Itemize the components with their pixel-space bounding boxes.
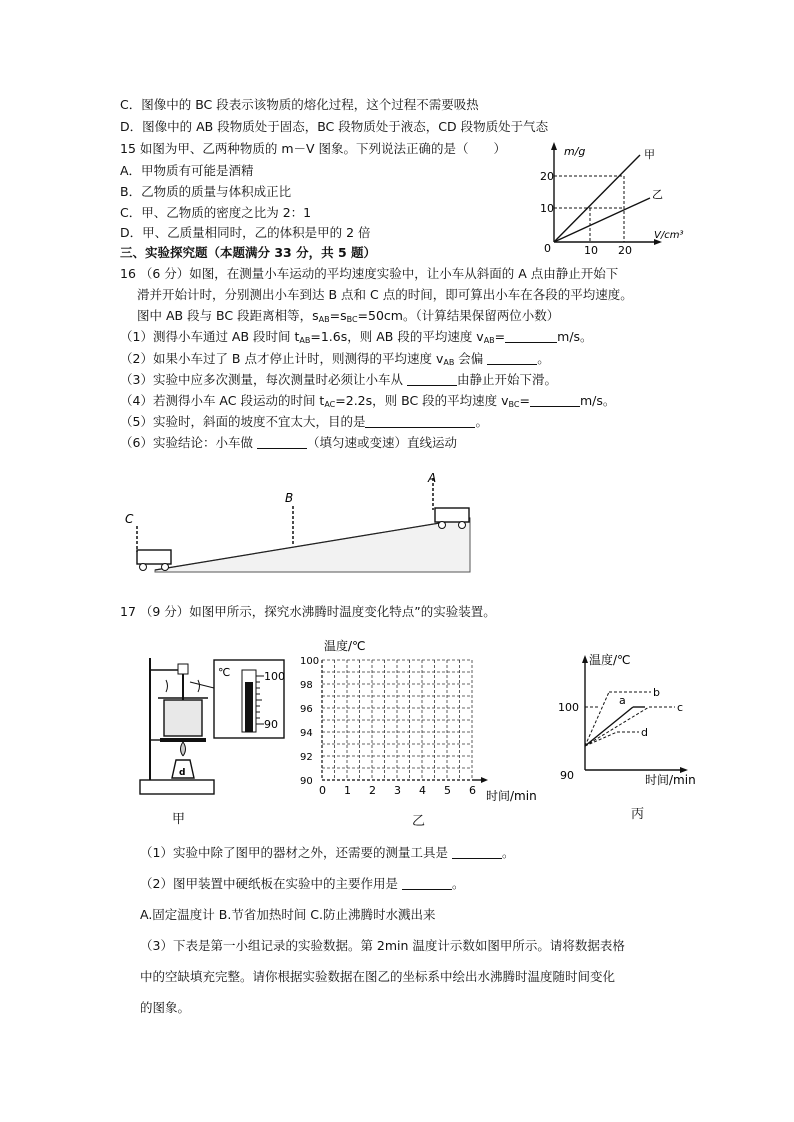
line-b-rise [585, 692, 609, 746]
bing-label-d: d [641, 726, 648, 739]
q17-part-2: （2）图甲装置中硬纸板在实验中的主要作用是 。 [140, 876, 465, 891]
mv-ytick-10: 10 [540, 202, 554, 215]
q16-stem-2: 滑并开始计时，分别测出小车到达 B 点和 C 点的时间，即可算出小车在各段的平均速度。 [137, 287, 633, 302]
line-a [585, 707, 633, 746]
grid-ytick: 98 [300, 680, 313, 691]
q17-part-2-options: A.固定温度计 B.节省加热时间 C.防止沸腾时水溅出来 [140, 907, 436, 922]
bing-y90: 90 [560, 769, 574, 782]
grid-xtick: 4 [419, 784, 426, 797]
beaker [164, 700, 202, 736]
bing-label-b: b [653, 686, 660, 699]
thermo-100: 100 [264, 670, 285, 683]
q16-stem-3: 图中 AB 段与 BC 段距离相等，$s_{AB}=s_{BC}=50cm$。（计算结果保留两位小数） [137, 308, 560, 324]
bing-label-a: a [619, 694, 626, 707]
mv-label-yi: 乙 [652, 188, 663, 201]
caption-yi: 乙 [412, 814, 426, 829]
q15-option-d: D．甲、乙质量相同时，乙的体积是甲的 2 倍 [120, 225, 371, 240]
grid-xtick: 1 [344, 784, 351, 797]
q17-part-3-line-3: 的图象。 [140, 1000, 191, 1015]
bing-xlabel: 时间/min [645, 773, 696, 787]
q15-option-c: C．甲、乙物质的密度之比为 2：1 [120, 205, 312, 220]
thermo-90: 90 [264, 718, 278, 731]
q17-blank-2[interactable] [402, 877, 452, 890]
mv-y-arrow [551, 142, 557, 150]
mv-xlabel: V/cm³ [654, 230, 684, 241]
grid-xtick: 5 [444, 784, 451, 797]
section-heading: 三、实验探究题（本题满分 33 分，共 5 题） [120, 245, 377, 260]
q16-part-2: （2）如果小车过了 B 点才停止计时，则测得的平均速度 $v_{AB}$ 会偏 。 [120, 351, 550, 367]
q16-part-4: （4）若测得小车 AC 段运动的时间 $t_{AC}=2.2s$，则 BC 段的平均速度 $v_{BC}= m/s$。 [120, 393, 616, 409]
q17-blank-1[interactable] [452, 846, 502, 859]
mv-chart [540, 140, 690, 255]
grid-xtick: 0 [319, 784, 326, 797]
mv-line-yi [554, 198, 650, 242]
mv-line-jia [554, 155, 640, 242]
mv-ylabel: m/g [564, 145, 586, 158]
thermometer-mercury [245, 682, 253, 732]
grid-xlabel: 时间/min [486, 789, 537, 803]
q15-option-a: A．甲物质有可能是酒精 [120, 163, 254, 178]
thermo-unit: ℃ [218, 666, 231, 679]
q16-part-5: （5）实验时，斜面的坡度不宜太大，目的是 。 [120, 414, 488, 429]
q16-blank-3[interactable] [407, 373, 457, 386]
label-b: B [285, 491, 294, 505]
grid-xtick: 6 [469, 784, 476, 797]
q14-option-c: C．图像中的 BC 段表示该物质的熔化过程，这个过程不需要吸热 [120, 97, 479, 112]
grid-ytick: 100 [300, 656, 320, 667]
q16-blank-5[interactable] [365, 415, 475, 428]
cart-at-c [137, 550, 171, 571]
label-a: A [428, 471, 437, 485]
q17-stem: 17 （9 分）如图甲所示，探究水沸腾时温度变化特点”的实验装置。 [120, 604, 496, 619]
incline-figure [115, 470, 485, 580]
grid-xtick: 3 [394, 784, 401, 797]
q16-part-3: （3）实验中应多次测量，每次测量时必须让小车从 由静止开始下滑。 [120, 372, 557, 387]
mv-label-jia: 甲 [644, 148, 655, 161]
grid-x-arrow [481, 777, 488, 783]
q14-option-d: D．图像中的 AB 段物质处于固态，BC 段物质处于液态，CD 段物质处于气态 [120, 119, 549, 134]
stand-base [140, 780, 214, 794]
flame [181, 742, 186, 756]
apparatus-jia [138, 652, 298, 802]
q15-option-b: B．乙物质的质量与体积成正比 [120, 184, 292, 199]
q16-stem-1: 16 （6 分）如图，在测量小车运动的平均速度实验中，让小车从斜面的 A 点由静止开始下 [120, 266, 619, 281]
clamp [178, 664, 188, 674]
chart-bing [555, 652, 715, 787]
bing-y100: 100 [558, 701, 579, 714]
grid-ytick: 96 [300, 704, 313, 715]
q16-part-1: （1）测得小车通过 AB 段时间 $t_{AB}=1.6s$，则 AB 段的平均速度 $v_{AB}= m/s$。 [120, 329, 593, 345]
grid-yi [298, 636, 548, 806]
mv-xtick-10: 10 [584, 244, 598, 257]
zoom-line [190, 682, 214, 688]
svg-text:d: d [179, 768, 186, 778]
mv-origin: 0 [544, 242, 551, 255]
grid-ytick: 94 [300, 728, 313, 739]
bing-ylabel: 温度/℃ [589, 653, 631, 667]
q17-part-3-line-2: 中的空缺填充完整。请你根据实验数据在图乙的坐标系中绘出水沸腾时温度随时间变化 [140, 969, 616, 984]
bing-label-c: c [677, 701, 684, 714]
caption-jia: 甲 [172, 812, 186, 827]
grid-ytick: 92 [300, 752, 313, 763]
caption-bing: 丙 [631, 807, 645, 822]
line-c-rise [585, 707, 649, 746]
grid-ylabel: 温度/℃ [324, 639, 366, 653]
q16-blank-6[interactable] [257, 436, 307, 449]
grid-xtick: 2 [369, 784, 376, 797]
grid-ytick: 90 [300, 776, 313, 787]
q16-blank-2[interactable] [487, 352, 537, 365]
q17-part-3-line-1: （3）下表是第一小组记录的实验数据。第 2min 温度计示数如图甲所示。请将数据表格 [140, 938, 625, 953]
q16-blank-1[interactable] [505, 330, 557, 343]
mv-ytick-20: 20 [540, 170, 554, 183]
q17-part-1: （1）实验中除了图甲的器材之外，还需要的测量工具是 。 [140, 845, 515, 860]
q16-part-6: （6）实验结论：小车做 （填匀速或变速）直线运动 [120, 435, 457, 450]
q15-stem: 15 如图为甲、乙两种物质的 m－V 图象。下列说法正确的是（ ） [120, 141, 507, 156]
mv-xtick-20: 20 [618, 244, 632, 257]
q16-blank-4[interactable] [530, 394, 580, 407]
label-c: C [125, 512, 134, 526]
